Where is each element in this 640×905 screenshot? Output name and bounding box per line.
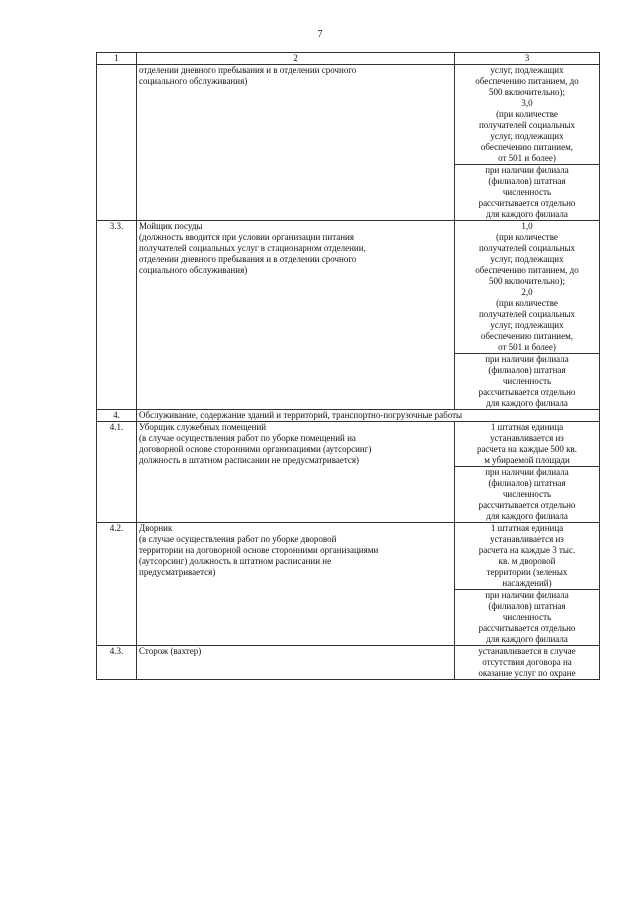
position-description	[137, 221, 455, 410]
row-number: 4.2.	[97, 523, 137, 646]
norm-line: обеспечению питанием,	[480, 331, 574, 341]
norm-line: численность	[502, 187, 552, 197]
position-description	[137, 523, 455, 646]
norm-line: для каждого филиала	[486, 209, 568, 219]
norm-line: насаждений)	[502, 578, 552, 588]
description-line: получателей социальных услуг в стационарном отделении,	[139, 243, 366, 253]
page-number: 7	[317, 29, 323, 40]
norm-line: территории (зеленых	[486, 567, 568, 577]
description-line: отделении дневного пребывания и в отделении срочного	[139, 254, 357, 264]
norm-line: рассчитывается отдельно	[478, 387, 576, 397]
section-title: Обслуживание, содержание зданий и территорий, транспортно-погрузочные работы	[137, 410, 600, 422]
row-number: 4.3.	[97, 646, 137, 680]
norm-line: услуг, подлежащих	[490, 65, 564, 75]
row-number: 3.3.	[97, 221, 137, 410]
staffing-norm	[455, 422, 600, 467]
norm-line: численность	[502, 376, 552, 386]
norm-line: устанавливается из	[490, 534, 564, 544]
norm-line: кв. м дворовой	[498, 556, 556, 566]
table-row	[97, 646, 600, 680]
norm-line: 3,0	[521, 98, 533, 108]
description-line: (в случае осуществления работ по уборке дворовой	[139, 534, 337, 544]
norm-line: рассчитывается отдельно	[478, 623, 576, 633]
staffing-table	[96, 52, 600, 680]
norm-line: при наличии филиала	[485, 165, 569, 175]
row-number	[97, 65, 137, 221]
table-row	[97, 422, 600, 467]
norm-line: для каждого филиала	[486, 511, 568, 521]
norm-line: устанавливается в случае	[478, 646, 576, 656]
norm-line: численность	[502, 612, 552, 622]
norm-line: отсутствия договора на	[482, 657, 572, 667]
description-line: предусматривается)	[139, 567, 216, 577]
norm-line: обеспечению питанием, до	[475, 265, 579, 275]
norm-line: 2,0	[521, 287, 533, 297]
norm-line: получателей социальных	[478, 309, 576, 319]
norm-line: 500 включительно);	[489, 87, 565, 97]
norm-line: рассчитывается отдельно	[478, 500, 576, 510]
position-description	[137, 422, 455, 523]
norm-line: получателей социальных	[478, 243, 576, 253]
table-row	[97, 221, 600, 354]
norm-line: при наличии филиала	[485, 467, 569, 477]
staffing-norm	[455, 65, 600, 165]
staffing-norm	[455, 354, 600, 410]
description-line: Мойщик посуды	[139, 221, 203, 231]
norm-line: (филиалов) штатная	[488, 478, 566, 488]
norm-line: услуг, подлежащих	[490, 320, 564, 330]
norm-line: (при количестве	[496, 298, 558, 308]
staffing-norm	[455, 221, 600, 354]
staffing-norm	[455, 590, 600, 646]
description-line: (аутсорсинг) должность в штатном расписании не	[139, 556, 332, 566]
norm-line: услуг, подлежащих	[490, 131, 564, 141]
norm-line: численность	[502, 489, 552, 499]
position-description	[137, 65, 455, 221]
norm-line: м убираемой площади	[484, 455, 570, 465]
norm-line: расчета на каждые 500 кв.	[476, 444, 578, 454]
norm-line: 1,0	[521, 221, 533, 231]
norm-line: обеспечению питанием,	[480, 142, 574, 152]
norm-line: 1 штатная единица	[490, 422, 564, 432]
norm-line: устанавливается из	[490, 433, 564, 443]
norm-line: расчета на каждые 3 тыс.	[478, 545, 576, 555]
norm-line: от 501 и более)	[498, 153, 556, 163]
staffing-norm	[455, 646, 600, 680]
section-row	[97, 410, 600, 422]
norm-line: рассчитывается отдельно	[478, 198, 576, 208]
staffing-norm	[455, 165, 600, 221]
norm-line: при наличии филиала	[485, 590, 569, 600]
norm-line: для каждого филиала	[486, 398, 568, 408]
description-line: должность в штатном расписании не предусматривается)	[139, 455, 360, 465]
header-col-1: 1	[97, 53, 137, 65]
description-line: договорной основе сторонними организациями (аутсорсинг)	[139, 444, 372, 454]
norm-line: (филиалов) штатная	[488, 601, 566, 611]
norm-line: (при количестве	[496, 232, 558, 242]
table-row	[97, 523, 600, 590]
description-line: Сторож (вахтер)	[139, 646, 202, 656]
header-col-3: 3	[455, 53, 600, 65]
row-number: 4.1.	[97, 422, 137, 523]
description-line: отделении дневного пребывания и в отделении срочного	[139, 65, 357, 75]
norm-line: услуг, подлежащих	[490, 254, 564, 264]
norm-line: (филиалов) штатная	[488, 176, 566, 186]
row-number: 4.	[97, 410, 137, 422]
norm-line: 1 штатная единица	[490, 523, 564, 533]
description-line: (в случае осуществления работ по уборке помещений на	[139, 433, 356, 443]
norm-line: при наличии филиала	[485, 354, 569, 364]
description-line: Уборщик служебных помещений	[139, 422, 267, 432]
description-line: территории на договорной основе сторонними организациями	[139, 545, 379, 555]
table-row	[97, 65, 600, 165]
description-line: социального обслуживания)	[139, 76, 248, 86]
position-description	[137, 646, 455, 680]
norm-line: от 501 и более)	[498, 342, 556, 352]
staffing-norm	[455, 467, 600, 523]
description-line: Дворник	[139, 523, 173, 533]
norm-line: (при количестве	[496, 109, 558, 119]
staffing-norm	[455, 523, 600, 590]
norm-line: получателей социальных	[478, 120, 576, 130]
header-col-2: 2	[137, 53, 455, 65]
norm-line: (филиалов) штатная	[488, 365, 566, 375]
norm-line: 500 включительно);	[489, 276, 565, 286]
description-line: социального обслуживания)	[139, 265, 248, 275]
norm-line: для каждого филиала	[486, 634, 568, 644]
description-line: (должность вводится при условии организации питания	[139, 232, 355, 242]
table-header-row	[97, 53, 600, 65]
norm-line: обеспечению питанием, до	[475, 76, 579, 86]
norm-line: оказание услуг по охране	[478, 668, 576, 678]
